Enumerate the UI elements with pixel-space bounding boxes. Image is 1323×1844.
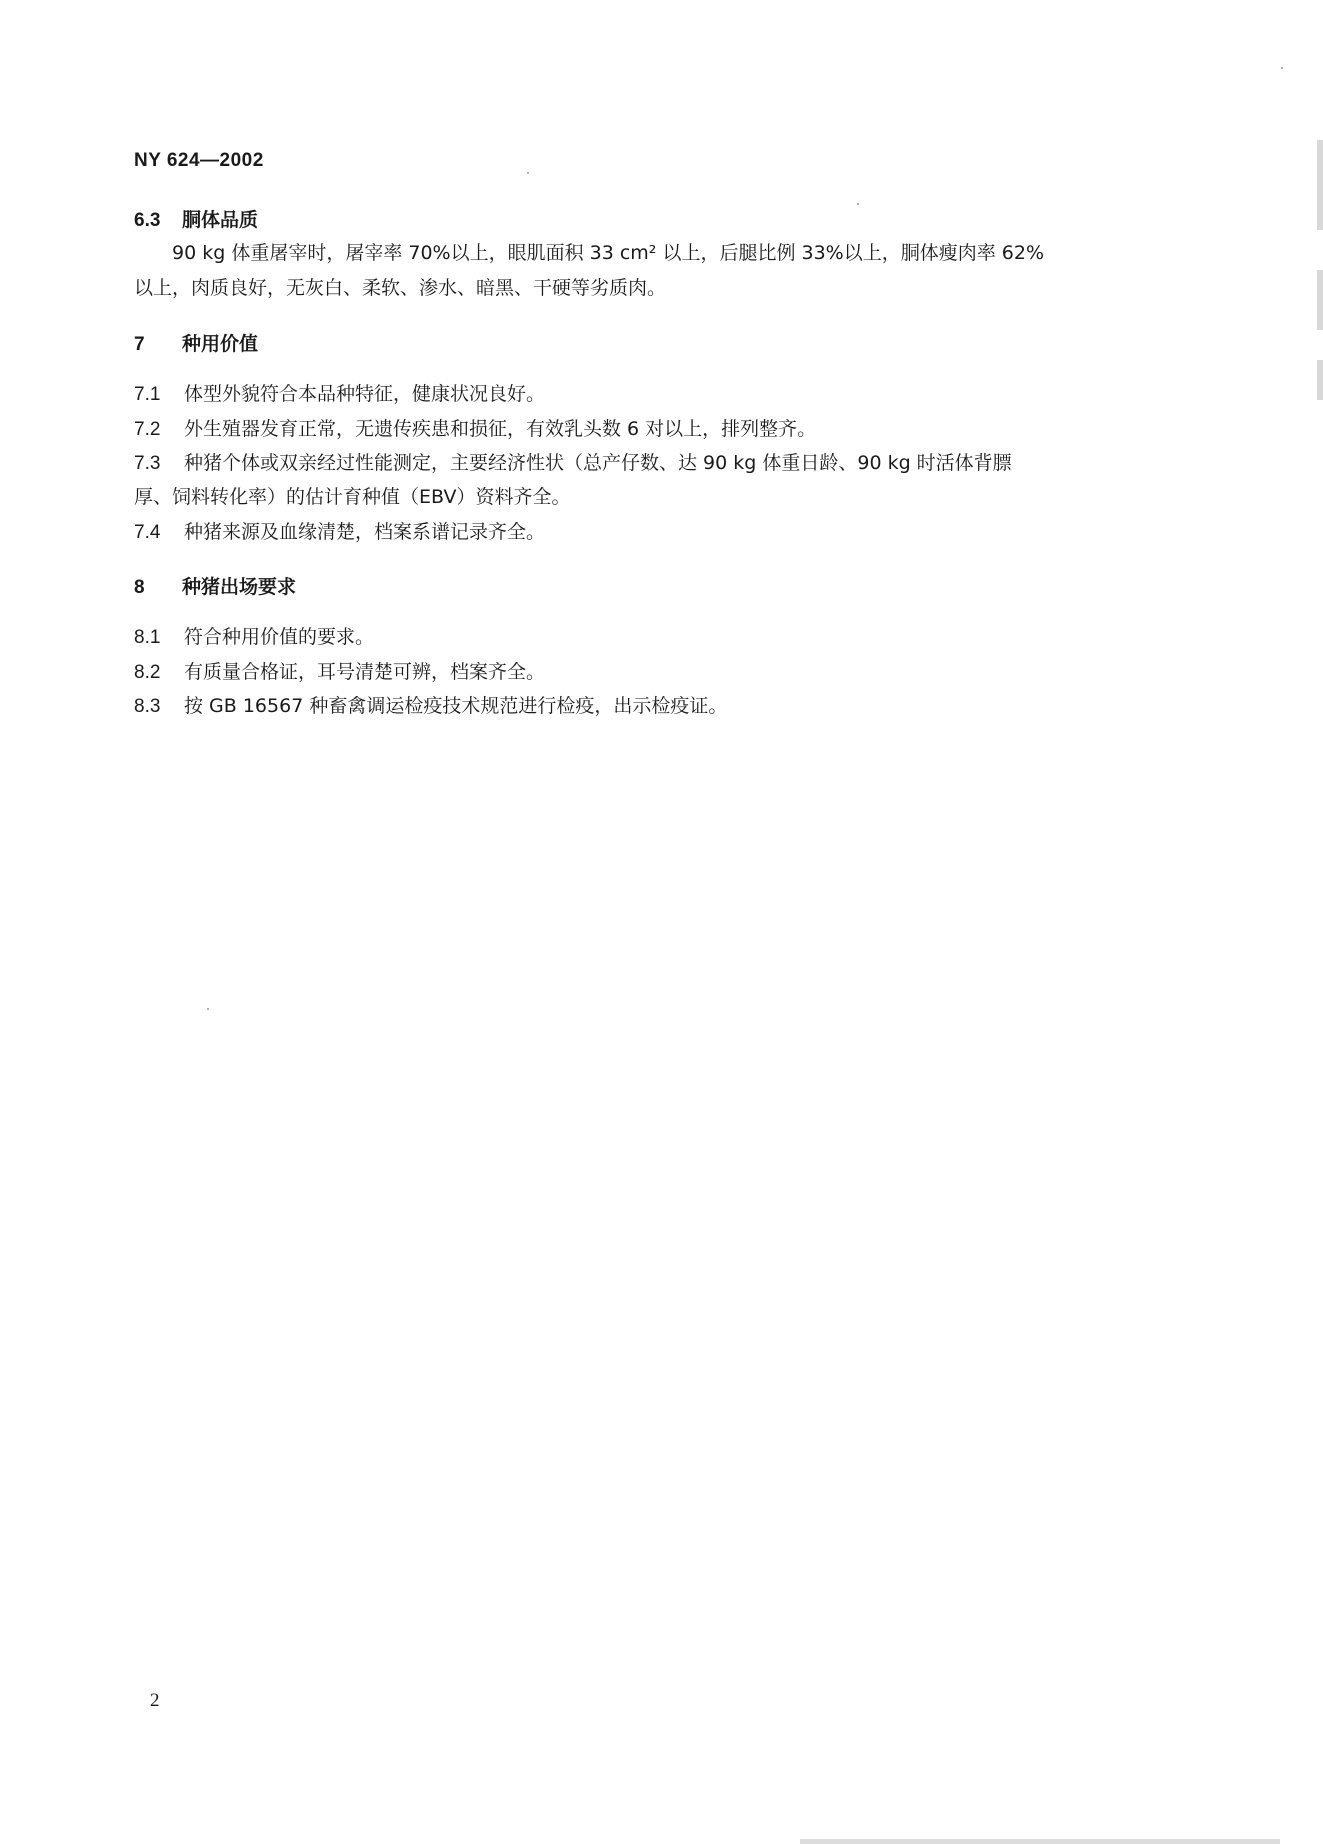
scan-edge-mark (1317, 270, 1323, 330)
clause-text: 按 GB 16567 种畜禽调运检疫技术规范进行检疫，出示检疫证。 (184, 695, 728, 717)
section-title: 种用价值 (182, 333, 259, 355)
scan-speck (207, 1008, 209, 1010)
clause-number: 8.1 (134, 627, 161, 648)
scan-speck (1281, 67, 1283, 69)
page-number: 2 (150, 1690, 160, 1711)
section-number: 6.3 (134, 210, 161, 231)
clause-text: 外生殖器发育正常，无遗传疾患和损征，有效乳头数 6 对以上，排列整齐。 (184, 418, 817, 440)
section-number: 8 (134, 577, 145, 598)
section-number: 7 (134, 334, 145, 355)
section-title: 胴体品质 (182, 209, 259, 231)
clause-7-3-continuation: 厚、饲料转化率）的估计育种值（EBV）资料齐全。 (134, 486, 571, 508)
clause-text: 种猪来源及血缘清楚，档案系谱记录齐全。 (184, 521, 546, 543)
section-6-3-heading (134, 208, 258, 233)
clause-7-2 (134, 417, 816, 442)
section-title: 种猪出场要求 (182, 576, 297, 598)
paragraph-line: 以上，肉质良好，无灰白、柔软、渗水、暗黑、干硬等劣质肉。 (134, 277, 667, 299)
section-8-heading (134, 575, 296, 600)
clause-8-2 (134, 660, 545, 685)
clause-8-1 (134, 625, 374, 650)
document-code: NY 624—2002 (134, 150, 264, 171)
clause-7-1 (134, 382, 545, 407)
scan-speck (527, 172, 529, 174)
clause-text: 有质量合格证，耳号清楚可辨，档案齐全。 (184, 661, 546, 683)
clause-7-4 (134, 520, 545, 545)
paragraph-line: 90 kg 体重屠宰时，屠宰率 70%以上，眼肌面积 33 cm² 以上，后腿比例 33%以上，胴体瘦肉率 62% (172, 242, 1044, 264)
clause-number: 7.2 (134, 419, 161, 440)
clause-number: 7.3 (134, 453, 161, 474)
clause-text: 种猪个体或双亲经过性能测定，主要经济性状（总产仔数、达 90 kg 体重日龄、90 kg 时活体背膘 (184, 452, 1012, 474)
section-7-heading (134, 332, 258, 357)
clause-number: 8.2 (134, 662, 161, 683)
clause-7-3 (134, 451, 1012, 476)
scan-bottom-mark (800, 1839, 1280, 1844)
clause-number: 7.4 (134, 522, 161, 543)
clause-text: 体型外貌符合本品种特征，健康状况良好。 (184, 383, 546, 405)
scan-speck (857, 203, 859, 205)
scan-edge-mark (1317, 360, 1323, 400)
scan-edge-mark (1317, 140, 1323, 230)
clause-number: 7.1 (134, 384, 161, 405)
clause-number: 8.3 (134, 696, 161, 717)
clause-text: 符合种用价值的要求。 (184, 626, 375, 648)
clause-8-3 (134, 694, 727, 719)
